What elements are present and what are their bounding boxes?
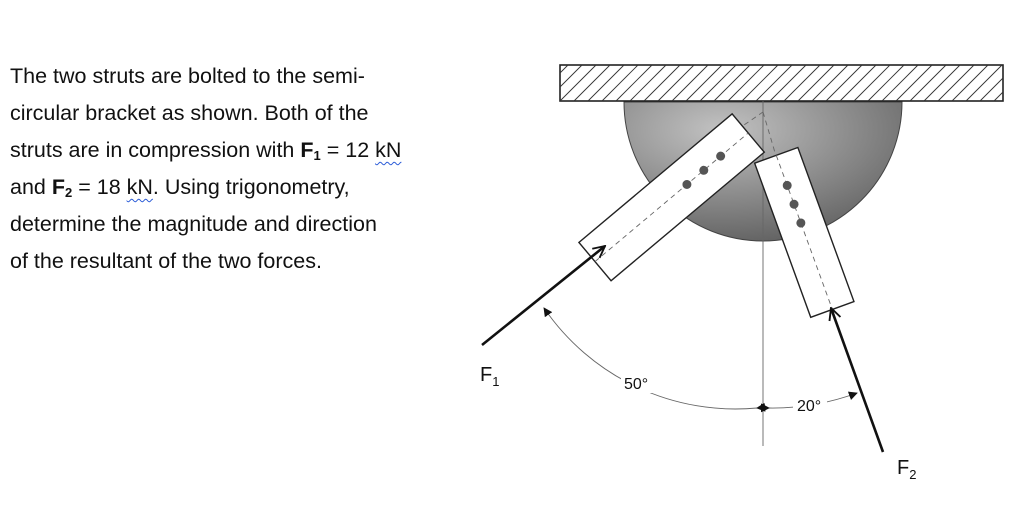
force-f2-label: $F_2$	[897, 457, 917, 482]
problem-line-1: The two struts are bolted to the semi-	[10, 64, 365, 88]
force-f1-label: $F_1$	[480, 364, 500, 389]
problem-line-5: determine the magnitude and direction	[10, 212, 377, 236]
problem-line-2: circular bracket as shown. Both of the	[10, 101, 369, 125]
line4-tail: . Using trigonometry,	[152, 175, 350, 199]
line4-text: and	[10, 175, 52, 199]
angle-label-50: 50°	[624, 376, 649, 393]
force-f2-arrow	[831, 308, 883, 452]
angle-label-20: 20°	[797, 398, 822, 415]
angle-arc-50	[544, 308, 757, 409]
force-f1-arrow	[482, 246, 605, 345]
problem-line-6: of the resultant of the two forces.	[10, 249, 322, 273]
line3-text: struts are in compression with	[10, 138, 301, 162]
f1-value: = 12	[320, 138, 376, 162]
f1-symbol: $F_1$	[300, 138, 321, 163]
ceiling-support	[560, 65, 1003, 101]
f2-symbol: $F_2$	[51, 175, 73, 200]
f2-value: = 18	[72, 175, 127, 199]
unit-kn-1: kN	[375, 138, 402, 162]
unit-kn-2: kN	[126, 175, 153, 199]
